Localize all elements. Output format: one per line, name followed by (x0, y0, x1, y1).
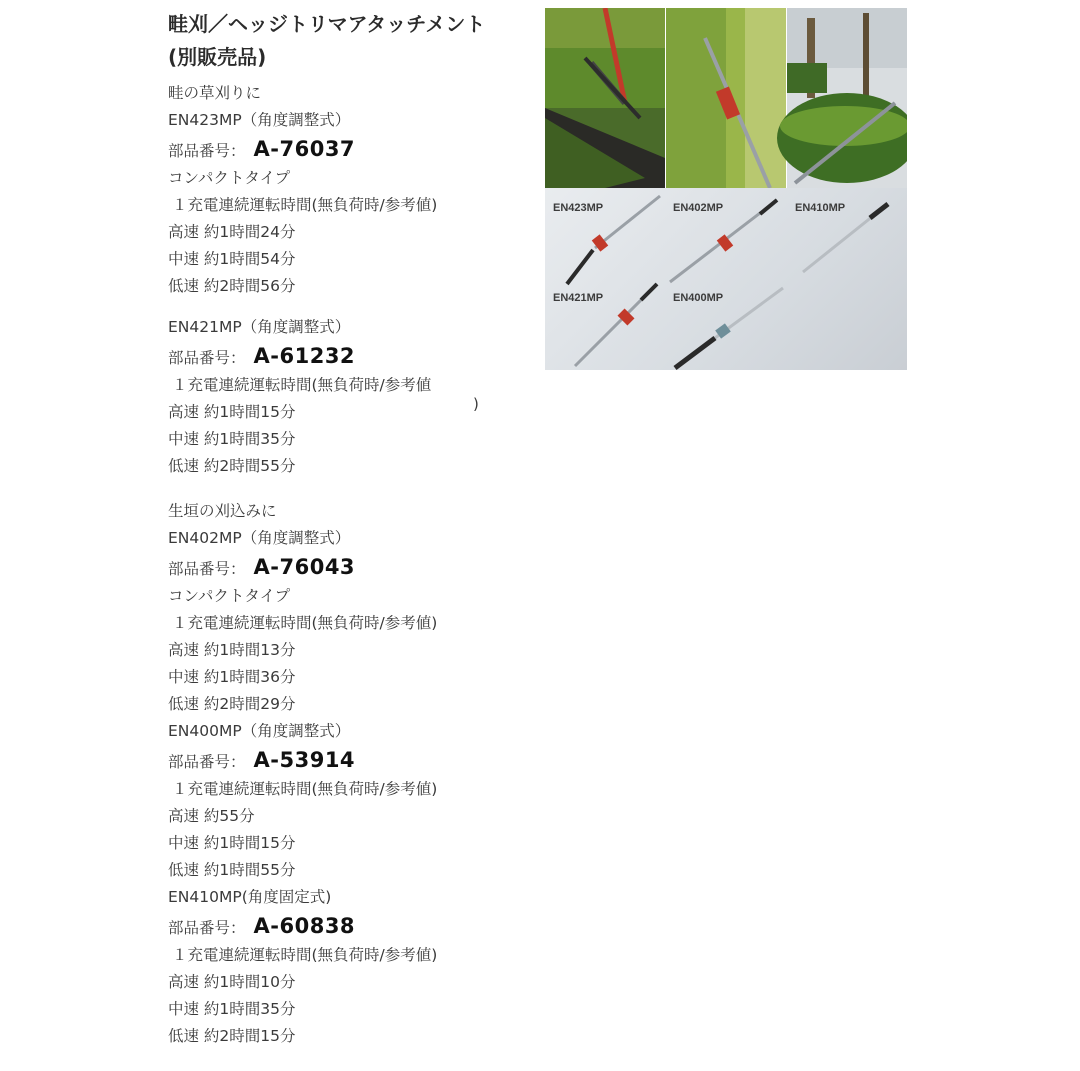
model-name: EN423MP（角度調整式） (168, 111, 351, 129)
purpose-text: 畦の草刈りに (168, 84, 262, 102)
part-number: A-76043 (253, 555, 356, 579)
model-name: EN410MP(角度固定式) (168, 888, 332, 906)
model-label: EN421MP (553, 292, 604, 304)
usage-photos (545, 8, 907, 188)
part-number: A-53914 (253, 748, 356, 772)
part-number-row (168, 745, 538, 776)
part-number-row (168, 134, 538, 165)
type-text: コンパクトタイプ (168, 587, 291, 605)
runtime-label: １充電連続運転時間(無負荷時/参考値 (172, 376, 432, 394)
part-number: A-61232 (253, 344, 356, 368)
model-name: EN421MP（角度調整式） (168, 318, 351, 336)
runtime-mid: 中速 約1時間54分 (168, 250, 296, 268)
type-text: コンパクトタイプ (168, 169, 291, 187)
model-label: EN423MP (553, 202, 604, 214)
runtime-low: 低速 約2時間55分 (168, 457, 296, 475)
runtime-high: 高速 約1時間13分 (168, 641, 296, 659)
runtime-label: １充電連続運転時間(無負荷時/参考値) (172, 196, 438, 214)
runtime-low: 低速 約2時間29分 (168, 695, 296, 713)
runtime-label: １充電連続運転時間(無負荷時/参考値) (172, 780, 438, 798)
part-number: A-60838 (253, 914, 356, 938)
runtime-close-paren: ) (473, 395, 479, 413)
model-lineup-panel (545, 188, 907, 370)
runtime-mid: 中速 約1時間36分 (168, 668, 296, 686)
part-number-row (168, 552, 538, 583)
title-line-2: (別販売品) (168, 45, 267, 69)
model-label: EN400MP (673, 292, 724, 304)
runtime-low: 低速 約1時間55分 (168, 861, 296, 879)
runtime-high: 高速 約1時間15分 (168, 403, 296, 421)
part-number-row (168, 341, 538, 372)
runtime-high: 高速 約1時間24分 (168, 223, 296, 241)
part-label: 部品番号： (168, 753, 246, 771)
title-line-1: 畦刈／ヘッジトリマアタッチメント (168, 12, 486, 36)
runtime-mid: 中速 約1時間35分 (168, 430, 296, 448)
model-label: EN402MP (673, 202, 724, 214)
model-tools-drawing (545, 188, 907, 370)
runtime-low: 低速 約2時間15分 (168, 1027, 296, 1045)
runtime-label: １充電連続運転時間(無負荷時/参考値) (172, 614, 438, 632)
model-name: EN402MP（角度調整式） (168, 529, 351, 547)
part-label: 部品番号： (168, 142, 246, 160)
product-image (545, 8, 907, 370)
part-number-row (168, 911, 538, 942)
runtime-low: 低速 約2時間56分 (168, 277, 296, 295)
runtime-high: 高速 約55分 (168, 807, 255, 825)
runtime-label: １充電連続運転時間(無負荷時/参考値) (172, 946, 438, 964)
page-title (168, 8, 538, 74)
runtime-mid: 中速 約1時間35分 (168, 1000, 296, 1018)
model-label: EN410MP (795, 202, 846, 214)
spec-list (168, 80, 538, 1050)
purpose-text: 生垣の刈込みに (168, 502, 277, 520)
model-name: EN400MP（角度調整式） (168, 722, 351, 740)
part-label: 部品番号： (168, 919, 246, 937)
part-number: A-76037 (253, 137, 356, 161)
runtime-high: 高速 約1時間10分 (168, 973, 296, 991)
part-label: 部品番号： (168, 560, 246, 578)
runtime-mid: 中速 約1時間15分 (168, 834, 296, 852)
part-label: 部品番号： (168, 349, 246, 367)
